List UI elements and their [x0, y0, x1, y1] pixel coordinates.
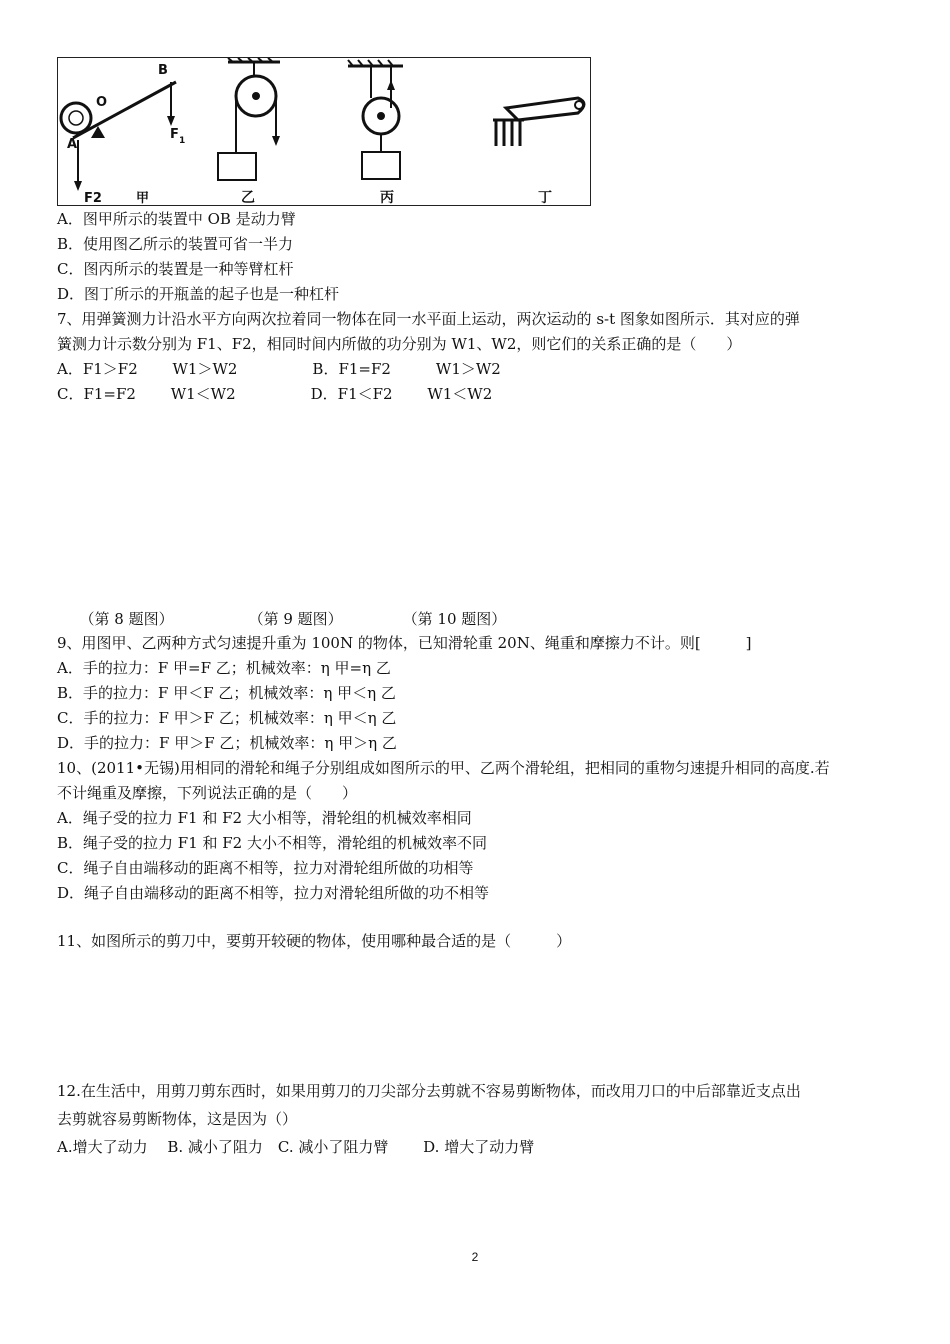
- q12-options: A.增大了动力 B. 减小了阻力 C. 减小了阻力臂 D. 增大了动力臂: [57, 1138, 535, 1156]
- label-B: B: [158, 63, 168, 78]
- label-O: O: [96, 95, 108, 110]
- label-jia: 甲: [136, 191, 150, 206]
- q6-option-a: A．图甲所示的装置中 OB 是动力臂: [57, 210, 296, 228]
- label-A: A: [67, 137, 78, 152]
- q7-stem-line2: 簧测力计示数分别为 F1、F2，相同时间内所做的功分别为 W1、W2，则它们的关系正确的是（ ）: [57, 335, 742, 353]
- q7-options-row1: A．F1＞F2 W1＞W2 B．F1=F2 W1＞W2: [57, 360, 501, 378]
- q10-stem-line2: 不计绳重及摩擦，下列说法正确的是（ ）: [57, 784, 358, 802]
- label-F1-subscript: 1: [179, 136, 186, 146]
- q6-option-d: D．图丁所示的开瓶盖的起子也是一种杠杆: [57, 285, 340, 303]
- q9-option-a: A．手的拉力：F 甲=F 乙；机械效率：η 甲=η 乙: [57, 659, 391, 677]
- q10-option-c: C．绳子自由端移动的距离不相等，拉力对滑轮组所做的功相等: [57, 859, 474, 877]
- label-bing: 丙: [380, 190, 394, 206]
- q10-option-b: B．绳子受的拉力 F1 和 F2 大小不相等，滑轮组的机械效率不同: [57, 834, 488, 852]
- figure-captions: （第 8 题图） （第 9 题图） （第 10 题图）: [57, 610, 507, 628]
- simple-machines-figure: [57, 57, 591, 206]
- q12-stem-line2: 去剪就容易剪断物体，这是因为（）: [57, 1110, 298, 1128]
- q7-stem-line1: 7、用弹簧测力计沿水平方向两次拉着同一物体在同一水平面上运动，两次运动的 s-t 图象如图所示．其对应的弹: [57, 310, 800, 328]
- q10-option-d: D．绳子自由端移动的距离不相等，拉力对滑轮组所做的功不相等: [57, 884, 490, 902]
- q6-option-b: B．使用图乙所示的装置可省一半力: [57, 235, 294, 253]
- pulley-yi-diagram: [218, 58, 280, 180]
- label-yi: 乙: [241, 190, 255, 206]
- bottle-opener-ding-diagram: [493, 98, 584, 146]
- q9-option-c: C．手的拉力：F 甲＞F 乙；机械效率：η 甲＜η 乙: [57, 709, 397, 727]
- q12-stem-line1: 12.在生活中，用剪刀剪东西时，如果用剪刀的刀尖部分去剪就不容易剪断物体，而改用刀口的中后部靠近支点出: [57, 1082, 801, 1100]
- label-F2: F2: [84, 191, 102, 206]
- q11-stem: 11、如图所示的剪刀中，要剪开较硬的物体，使用哪种最合适的是（ ）: [57, 932, 572, 950]
- page-number: 2: [471, 1250, 479, 1264]
- figure-drawing: [58, 58, 592, 207]
- q10-stem-line1: 10、(2011•无锡)用相同的滑轮和绳子分别组成如图所示的甲、乙两个滑轮组，把相同的重物匀速提升相同的高度.若: [57, 759, 830, 777]
- q10-option-a: A．绳子受的拉力 F1 和 F2 大小相等，滑轮组的机械效率相同: [57, 809, 472, 827]
- q9-option-b: B．手的拉力：F 甲＜F 乙；机械效率：η 甲＜η 乙: [57, 684, 396, 702]
- q9-option-d: D．手的拉力：F 甲＞F 乙；机械效率：η 甲＞η 乙: [57, 734, 397, 752]
- label-ding: 丁: [538, 190, 552, 206]
- q9-stem: 9、用图甲、乙两种方式匀速提升重为 100N 的物体，已知滑轮重 20N、绳重和摩擦力不计。则[ ]: [57, 634, 752, 652]
- q6-option-c: C．图丙所示的装置是一种等臂杠杆: [57, 260, 294, 278]
- q7-options-row2: C．F1=F2 W1＜W2 D．F1＜F2 W1＜W2: [57, 385, 493, 403]
- label-F1: F: [170, 127, 179, 142]
- pulley-bing-diagram: [348, 60, 403, 179]
- lever-jia-diagram: [61, 82, 176, 191]
